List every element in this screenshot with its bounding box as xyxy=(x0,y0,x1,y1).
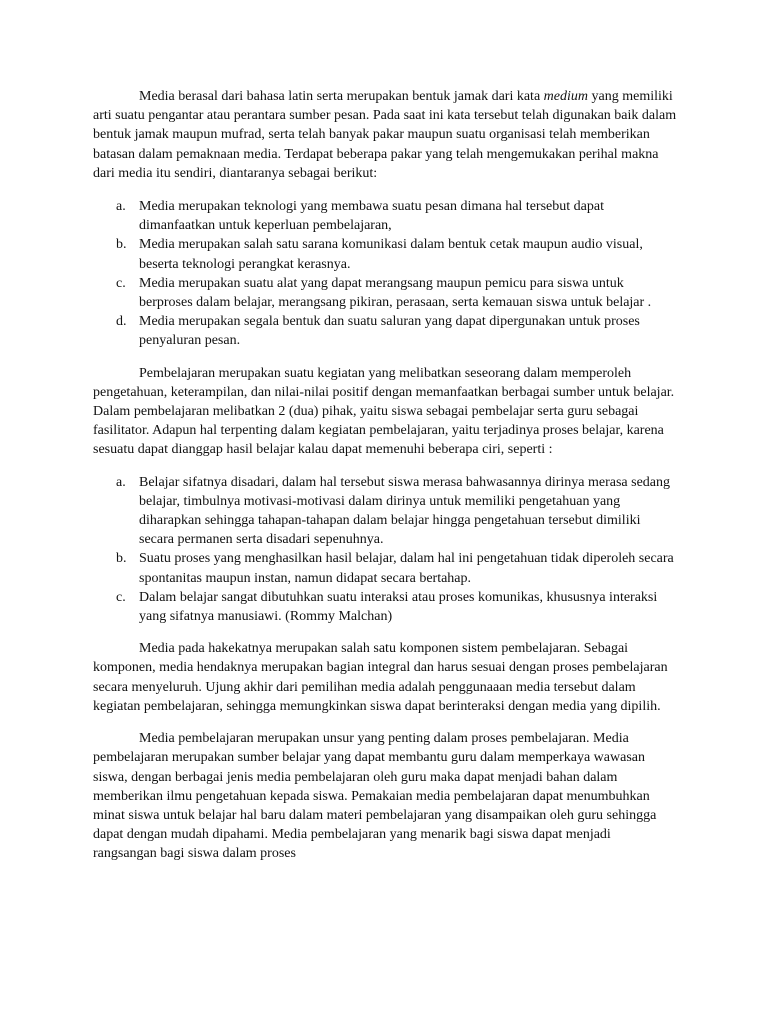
paragraph-4: Media pembelajaran merupakan unsur yang penting dalam proses pembelajaran. Media pembelajaran merupakan sumber belajar yang dapat membantu guru dalam memperkaya wawasan siswa, dengan berbagai jenis media pembelajaran oleh guru maka dapat menjadi bahan dalam memberikan ilmu pengetahuan kepada siswa. Pemakaian media pembelajaran dapat menumbuhkan minat siswa untuk belajar hal baru dalam materi pembelajaran yang disampaikan oleh guru sehingga dapat dengan mudah dipahami. Media pembelajaran yang menarik bagi siswa dapat menjadi rangsangan bagi siswa dalam proses xyxy=(93,731,657,862)
list-marker: a. xyxy=(116,199,126,215)
list-item xyxy=(93,588,678,626)
list-item xyxy=(93,549,678,587)
list-marker: a. xyxy=(116,474,126,490)
paragraph-1 xyxy=(93,87,678,183)
list-marker: c. xyxy=(116,275,126,291)
paragraph-1-rest: yang memiliki arti suatu pengantar atau perantara sumber pesan. Pada saat ini kata tersebut telah digunakan baik dalam bentuk jamak maupun mufrad, serta telah banyak pakar maupun suatu organisasi telah memberikan batasan dalam pemaknaan media. Terdapat beberapa pakar yang telah mengemukakan perihal makna dari media itu sendiri, diantaranya sebagai berikut: xyxy=(93,89,677,181)
list-item-text: Media merupakan suatu alat yang dapat merangsang maupun pemicu para siswa untuk berproses dalam belajar, merangsang pikiran, perasaan, serta kemauan siswa untuk belajar . xyxy=(139,275,652,311)
italic-term-medium: medium xyxy=(543,89,588,104)
list-item xyxy=(93,235,678,273)
list-item-text: Dalam belajar sangat dibutuhkan suatu interaksi atau proses komunikas, khususnya interaksi yang sifatnya manusiawi. (Rommy Malchan) xyxy=(139,589,658,625)
paragraph-2: Pembelajaran merupakan suatu kegiatan yang melibatkan seseorang dalam memperoleh pengetahuan, keterampilan, dan nilai-nilai positif dengan memanfaatkan berbagai sumber untuk belajar. Dalam pembelajaran melibatkan 2 (dua) pihak, yaitu siswa sebagai pembelajar serta guru sebagai fasilitator. Adapun hal terpenting dalam kegiatan pembelajaran, yaitu terjadinya proses belajar, karena sesuatu dapat dianggap hasil belajar kalau dapat memenuhi beberapa ciri, seperti : xyxy=(93,365,675,458)
list-item-text: Media merupakan salah satu sarana komunikasi dalam bentuk cetak maupun audio visual, beserta teknologi perangkat kerasnya. xyxy=(139,237,643,272)
list-item xyxy=(93,197,678,235)
media-definition-list xyxy=(93,197,678,351)
learning-characteristics-list xyxy=(93,473,678,627)
list-item xyxy=(93,274,678,312)
list-marker: c. xyxy=(116,589,126,605)
list-item xyxy=(93,473,678,550)
list-item-text: Suatu proses yang menghasilkan hasil belajar, dalam hal ini pengetahuan tidak diperoleh secara spontanitas maupun instan, namun didapat secara bertahap. xyxy=(139,551,674,586)
list-item xyxy=(93,312,678,350)
list-item-text: Media merupakan teknologi yang membawa suatu pesan dimana hal tersebut dapat dimanfaatkan untuk keperluan pembelajaran, xyxy=(139,199,604,234)
list-item-text: Media merupakan segala bentuk dan suatu saluran yang dapat dipergunakan untuk proses penyaluran pesan. xyxy=(139,314,640,349)
paragraph-1-lead: Media berasal dari bahasa latin serta merupakan bentuk jamak dari kata xyxy=(139,89,544,104)
paragraph-3: Media pada hakekatnya merupakan salah satu komponen sistem pembelajaran. Sebagai komponen, media hendaknya merupakan bagian integral dan harus sesuai dengan proses pembelajaran secara menyeluruh. Ujung akhir dari pemilihan media adalah penggunaaan media tersebut dalam kegiatan pembelajaran, sehingga memungkinkan siswa dapat berinteraksi dengan media yang dipilih. xyxy=(93,641,668,714)
list-marker: d. xyxy=(116,314,127,330)
list-marker: b. xyxy=(116,237,127,253)
document-body xyxy=(93,87,678,877)
list-marker: b. xyxy=(116,551,127,567)
list-item-text: Belajar sifatnya disadari, dalam hal tersebut siswa merasa bahwasannya dirinya merasa sedang belajar, timbulnya motivasi-motivasi dalam dirinya untuk memiliki pengetahuan yang diharapkan sehingga tahapan-tahapan dalam belajar hingga pengetahuan tersebut dimiliki secara permanen serta disadari sepenuhnya. xyxy=(139,474,671,548)
